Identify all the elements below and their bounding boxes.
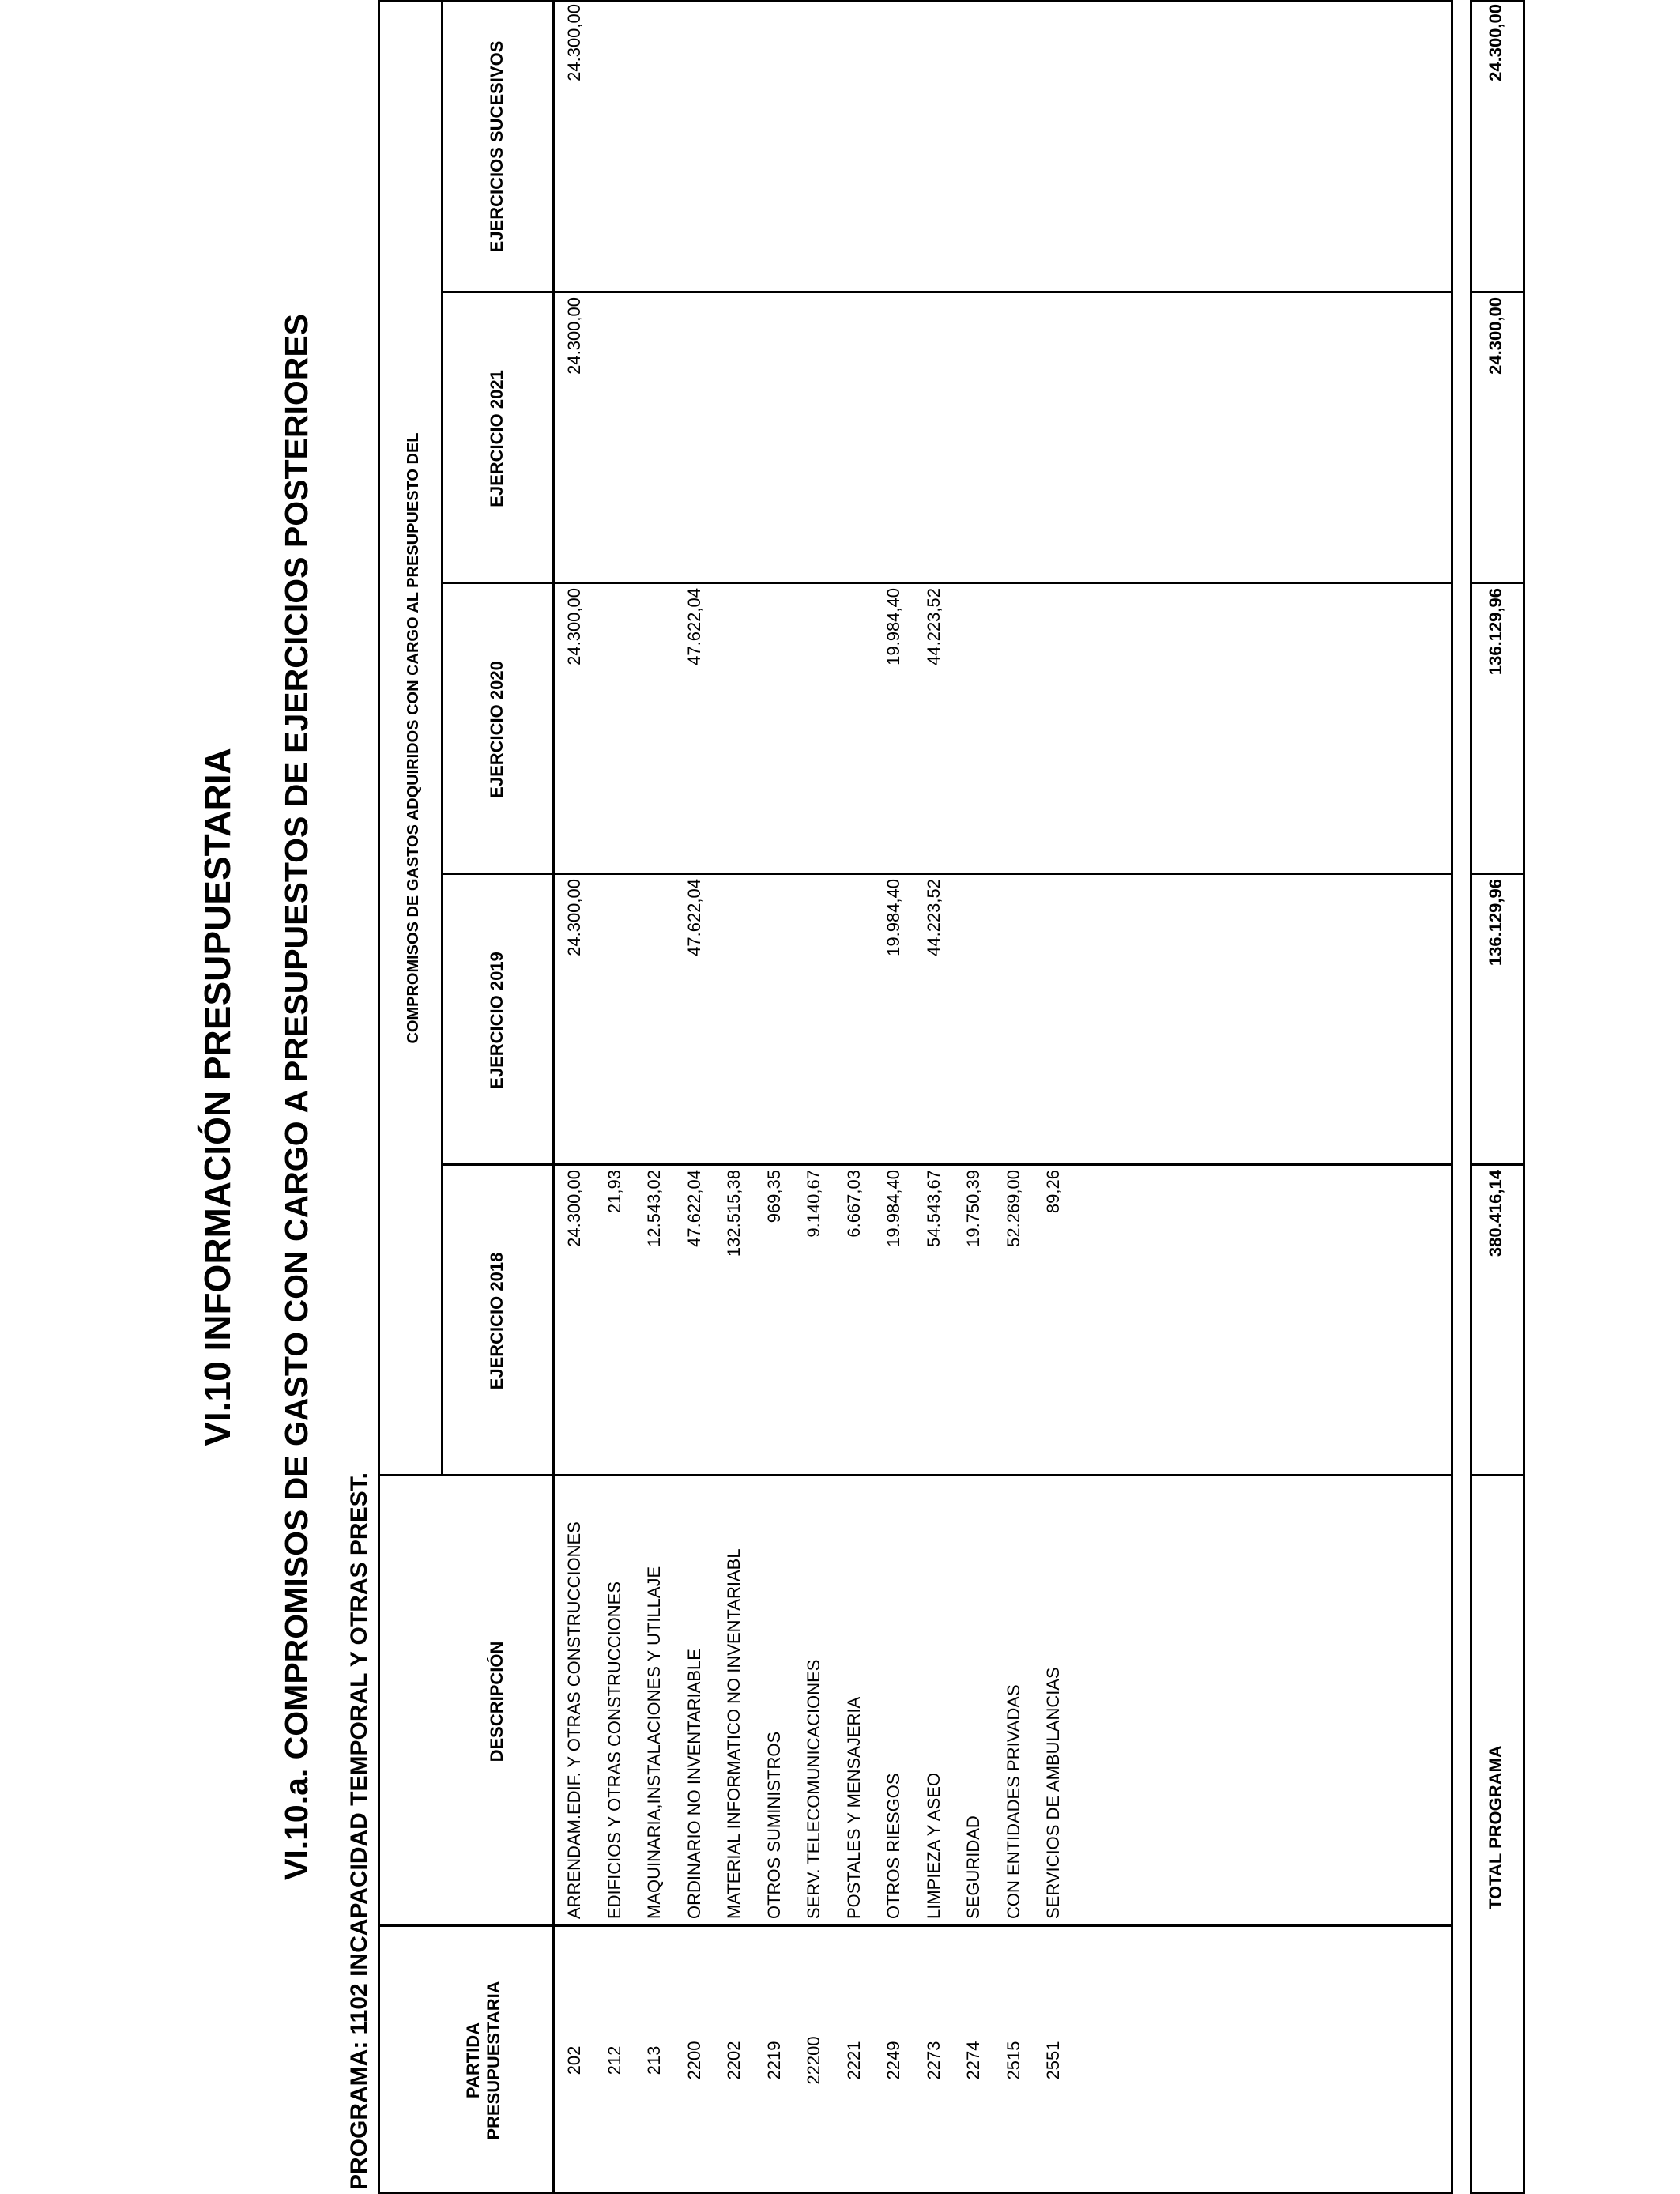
cell-descripcion: SERVICIOS DE AMBULANCIAS [1043,1667,1063,1919]
header-descripcion: DESCRIPCIÓN [487,1641,507,1762]
cell-partida: 2249 [883,2041,903,2080]
report-subtitle: VI.10.a. COMPROMISOS DE GASTO CON CARGO A PRESUPUESTOS DE EJERCICIOS POSTERIORES [278,313,315,1881]
cell-e2018: 54.543,67 [923,1170,944,1247]
col-divider [378,1474,1453,1476]
cell-e2018: 132.515,38 [724,1170,744,1257]
commitments-table [378,0,1453,2194]
cell-partida: 2221 [843,2041,864,2080]
header-divider [552,0,555,2194]
cell-descripcion: MAQUINARIA,INSTALACIONES Y UTILLAJE [644,1566,664,1919]
cell-descripcion: ARRENDAM.EDIF. Y OTRAS CONSTRUCCIONES [564,1521,584,1919]
cell-e2018: 52.269,00 [1003,1170,1023,1247]
program-label: PROGRAMA: 1102 INCAPACIDAD TEMPORAL Y OTRAS PREST. [346,1472,372,2190]
cell-descripcion: LIMPIEZA Y ASEO [923,1772,944,1919]
cell-descripcion: EDIFICIOS Y OTRAS CONSTRUCCIONES [604,1581,624,1919]
col-divider [441,873,1453,875]
cell-e2020: 24.300,00 [564,588,584,665]
cell-e2021: 24.300,00 [564,297,584,375]
total-2020: 136.129,96 [1486,588,1505,676]
cell-e2018: 969,35 [763,1170,784,1223]
total-2021: 24.300,00 [1486,297,1505,375]
cell-e2018: 19.750,39 [963,1170,983,1247]
cell-e2018: 47.622,04 [684,1170,704,1247]
cell-e2018: 19.984,40 [883,1170,903,1247]
cell-e2018: 89,26 [1043,1170,1063,1214]
cell-e2018: 6.667,03 [843,1170,864,1238]
cell-descripcion: POSTALES Y MENSAJERIA [843,1696,864,1919]
cell-descripcion: SEGURIDAD [963,1815,983,1919]
cell-partida: 2200 [684,2041,704,2080]
cell-e2020: 47.622,04 [684,588,704,665]
total-2019: 136.129,96 [1486,879,1505,967]
cell-descripcion: SERV. TELECOMUNICACIONES [804,1659,823,1919]
cell-partida: 2551 [1043,2041,1063,2080]
cell-partida: 213 [644,2045,664,2075]
cell-e2019: 47.622,04 [684,879,704,956]
cell-e2018: 21,93 [604,1170,624,1214]
cell-e2018: 12.543,02 [644,1170,664,1247]
header-ejercicio-2018: EJERCICIO 2018 [487,1252,507,1390]
cell-partida: 2202 [724,2041,744,2080]
cell-descripcion: MATERIAL INFORMATICO NO INVENTARIABL [724,1548,744,1919]
total-label: TOTAL PROGRAMA [1486,1745,1505,1909]
group-header-divider [441,0,443,1476]
cell-e2018: 24.300,00 [564,1170,584,1247]
col-divider [378,1924,1453,1927]
cell-e2018: 9.140,67 [804,1170,823,1238]
col-divider [441,1163,1453,1166]
header-partida-line2: PRESUPUESTARIA [484,1981,503,2140]
cell-e2020: 19.984,40 [883,588,903,665]
report-title: VI.10 INFORMACIÓN PRESUPUESTARIA [197,748,238,1446]
cell-partida: 202 [564,2045,584,2075]
header-group: COMPROMISOS DE GASTOS ADQUIRIDOS CON CARGO AL PRESUPUESTO DEL [405,432,422,1044]
cell-sucesivos: 24.300,00 [564,4,584,81]
cell-e2019: 19.984,40 [883,879,903,956]
total-2018: 380.416,14 [1486,1170,1505,1257]
cell-partida: 2274 [963,2041,983,2080]
cell-e2020: 44.223,52 [923,588,944,665]
header-ejercicio-2020: EJERCICIO 2020 [487,661,507,798]
cell-partida: 2273 [923,2041,944,2080]
header-partida [463,1927,504,2194]
col-divider [441,582,1453,584]
cell-partida: 22200 [804,2036,823,2085]
cell-descripcion: ORDINARIO NO INVENTARIABLE [684,1649,704,1919]
cell-e2019: 44.223,52 [923,879,944,956]
total-sucesivos: 24.300,00 [1486,4,1505,81]
header-ejercicios-sucesivos: EJERCICIOS SUCESIVOS [487,40,507,253]
col-divider [441,291,1453,293]
cell-partida: 2219 [763,2041,784,2080]
cell-descripcion: OTROS SUMINISTROS [763,1731,784,1919]
cell-descripcion: CON ENTIDADES PRIVADAS [1003,1684,1023,1919]
cell-partida: 2515 [1003,2041,1023,2080]
header-partida-line1: PARTIDA [463,2022,483,2099]
header-ejercicio-2019: EJERCICIO 2019 [487,952,507,1089]
cell-partida: 212 [604,2045,624,2075]
header-ejercicio-2021: EJERCICIO 2021 [487,370,507,507]
cell-e2019: 24.300,00 [564,879,584,956]
cell-descripcion: OTROS RIESGOS [883,1773,903,1919]
